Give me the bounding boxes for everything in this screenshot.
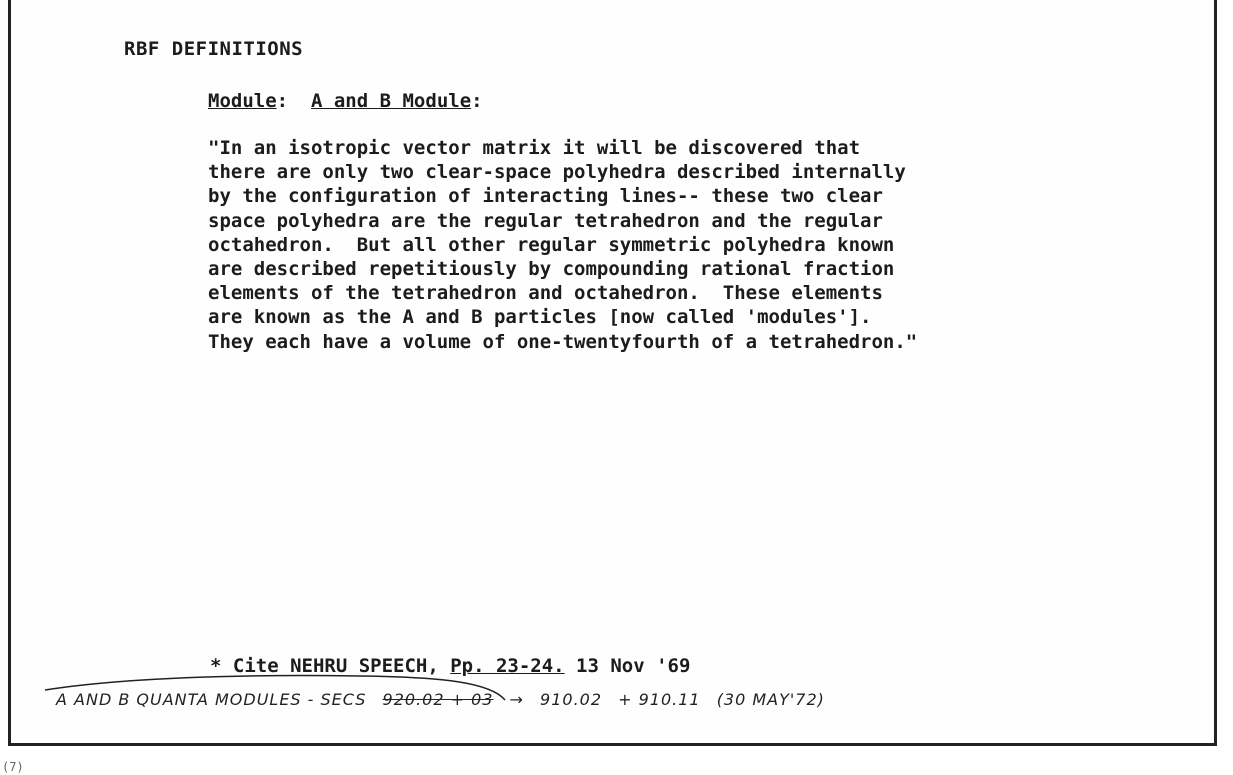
quote-line: "In an isotropic vector matrix it will be discovered that [208, 137, 861, 159]
definition-quote [208, 136, 1108, 354]
quote-line: are described repetitiously by compounding rational fraction [208, 258, 895, 281]
term-title: A and B Module [310, 90, 472, 112]
quote-line: space polyhedra are the regular tetrahedron and the regular [208, 209, 883, 232]
card-heading: RBF DEFINITIONS [124, 38, 304, 60]
quote-line: octahedron. But all other regular symmetric polyhedra known [208, 233, 895, 256]
hand-date: (30 MAY'72) [716, 690, 825, 709]
hand-title: A AND B QUANTA MODULES - SECS [56, 690, 367, 709]
hand-struck-ref: 920.02 + 03 [382, 690, 494, 709]
quote-line: there are only two clear-space polyhedra described internally [208, 161, 906, 184]
arrow-icon: → [509, 690, 524, 709]
quote-line: are known as the A and B particles [now called 'modules']. [208, 306, 872, 329]
handwritten-note [56, 690, 835, 709]
term-colon: : [471, 90, 483, 112]
stray-mark: (7) [2, 760, 24, 774]
quote-line: elements of the tetrahedron and octahedron. These elements [208, 282, 883, 305]
term-sep: : [276, 90, 289, 112]
hand-sec-2: + 910.11 [618, 690, 701, 709]
hand-sec-1: 910.02 [540, 690, 603, 709]
citation-pages: Pp. 23-24. [450, 655, 565, 677]
term-line [208, 90, 483, 112]
citation-date: 13 Nov '69 [564, 655, 691, 677]
term-label: Module [208, 90, 277, 112]
quote-line: They each have a volume of one-twentyfourth of a tetrahedron." [208, 330, 918, 353]
index-card [8, 0, 1217, 746]
citation-prefix: * Cite NEHRU SPEECH, [210, 655, 451, 677]
quote-line: by the configuration of interacting lines-- these two clear [208, 185, 883, 208]
